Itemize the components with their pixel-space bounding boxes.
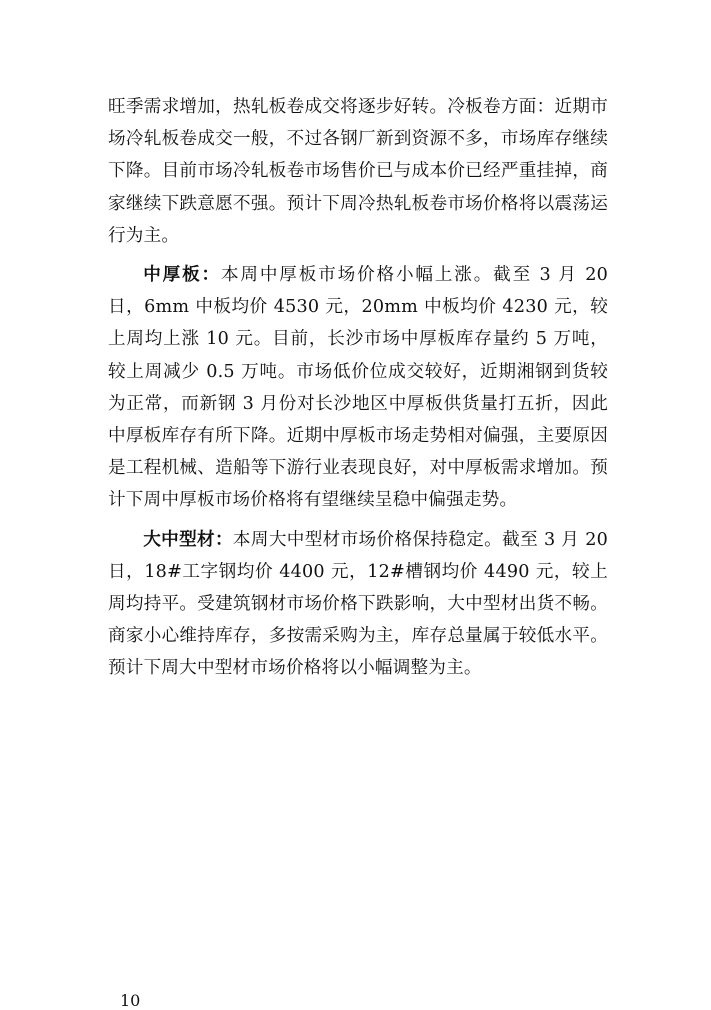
- paragraph-sections: [108, 524, 608, 685]
- paragraph-text: 旺季需求增加，热轧板卷成交将逐步好转。冷板卷方面：近期市场冷轧板卷成交一般，不过各钢厂新到资源不多，市场库存继续下降。目前市场冷轧板卷市场售价已与成本价已经严重挂掉，商家继续下跌意愿不强。预计下周冷热轧板卷市场价格将以震荡运行为主。: [108, 97, 608, 246]
- paragraph-flat-steel: [108, 91, 608, 252]
- paragraph-lead-medium-plate: 中厚板：: [143, 264, 221, 286]
- paragraph-text-sections: 本周大中型材市场价格保持稳定。截至 3 月 20 日，18#工字钢均价 4400 元，12#槽钢均价 4490 元，较上周均持平。受建筑钢材市场价格下跌影响，大中型材出货不畅。商家小心维持库存，多按需采购为主，库存总量属于较低水平。预计下周大中型材市场价格将以小幅调整为主。: [108, 529, 608, 679]
- paragraph-medium-plate: [108, 259, 608, 517]
- paragraph-lead-sections: 大中型材：: [143, 528, 233, 550]
- paragraph-text-medium-plate: 本周中厚板市场价格小幅上涨。截至 3 月 20 日，6mm 中板均价 4530 元，20mm 中板均价 4230 元，较上周均上涨 10 元。目前，长沙市场中厚板库存量约 5 万吨，较上周减少 0.5 万吨。市场低价位成交较好，近期湘钢到货较为正常，而新钢 3 月份对长沙地区中厚板供货量打五折，因此中厚板库存有所下降。近期中厚板市场走势相对偏强，主要原因是工程机械、造船等下游行业表现良好，对中厚板需求增加。预计下周中厚板市场价格将有望继续呈稳中偏强走势。: [108, 265, 608, 511]
- document-body: [108, 91, 608, 685]
- page-number: 10: [120, 991, 141, 1010]
